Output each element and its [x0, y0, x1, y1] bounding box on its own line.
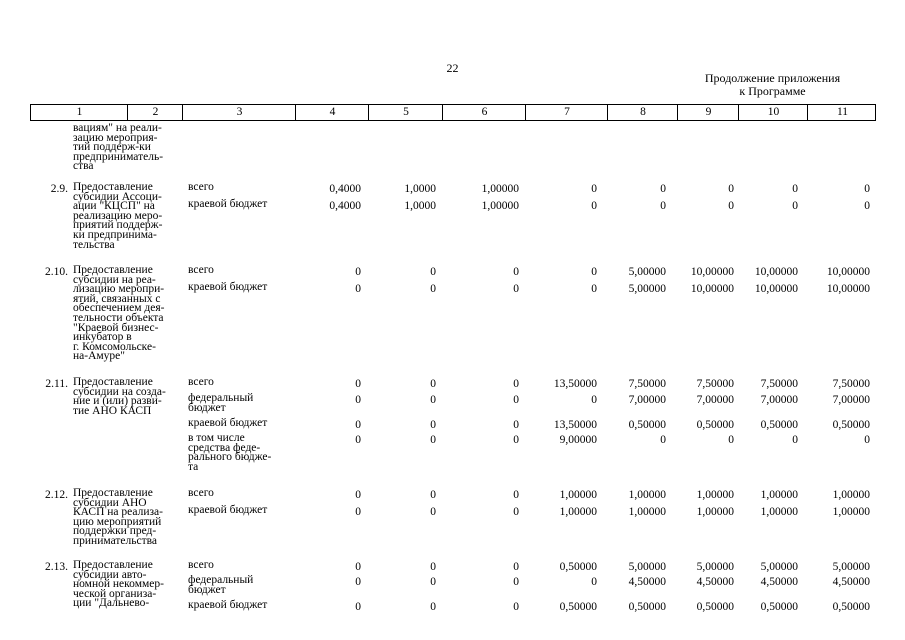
value-col-7: 0,50000 [559, 601, 597, 613]
description-line: субсидии АНО [73, 496, 147, 509]
value-col-11: 1,00000 [832, 506, 870, 518]
description-line: обеспечением дея- [73, 302, 165, 315]
value-col-6: 0 [513, 434, 519, 446]
value-col-10: 1,00000 [760, 489, 798, 501]
row-description [73, 124, 177, 172]
header-col-10: 10 [767, 106, 780, 118]
value-col-9: 0,50000 [696, 419, 734, 431]
value-col-10: 10,00000 [754, 283, 798, 295]
value-col-6: 1,00000 [481, 183, 519, 195]
value-col-6: 1,00000 [481, 200, 519, 212]
value-col-9: 0 [728, 200, 734, 212]
description-line: ятий, связанных с [73, 292, 161, 305]
value-col-4: 0 [355, 394, 361, 406]
value-col-7: 13,50000 [553, 378, 597, 390]
value-col-7: 1,00000 [559, 506, 597, 518]
header-col-9: 9 [705, 106, 712, 118]
header-col-3: 3 [236, 106, 243, 118]
header-col-7: 7 [564, 106, 570, 118]
value-col-4: 0 [355, 506, 361, 518]
description-line: г. Комсомольске- [73, 340, 156, 353]
value-col-8: 5,00000 [628, 266, 666, 278]
value-col-4: 0 [355, 283, 361, 295]
value-col-9: 1,00000 [696, 506, 734, 518]
value-col-5: 0 [430, 283, 436, 295]
funding-source-line: краевой бюджет [188, 417, 268, 429]
header-col-1: 1 [76, 106, 83, 118]
value-col-11: 0 [864, 200, 870, 212]
value-col-10: 4,50000 [760, 576, 798, 588]
value-col-7: 9,00000 [559, 434, 597, 446]
header-col-11: 11 [836, 106, 849, 118]
row-number: 2.10. [45, 266, 68, 278]
value-col-4: 0 [355, 434, 361, 446]
description-line: субсидии Ассоци- [73, 190, 162, 203]
row-description [73, 378, 177, 416]
value-col-10: 7,50000 [760, 378, 798, 390]
value-col-9: 7,50000 [696, 378, 734, 390]
description-line: тие АНО КАСП [73, 404, 152, 417]
row-description [73, 183, 177, 250]
value-col-9: 10,00000 [690, 283, 734, 295]
value-col-4: 0 [355, 561, 361, 573]
description-line: предприниматель- [73, 150, 164, 163]
description-line: тельства [73, 238, 115, 251]
value-col-5: 0 [430, 489, 436, 501]
header-divider [295, 105, 296, 120]
value-col-6: 0 [513, 489, 519, 501]
funding-source-line: всего [188, 559, 214, 571]
value-col-6: 0 [513, 266, 519, 278]
value-col-7: 0 [591, 200, 597, 212]
value-col-10: 5,00000 [760, 561, 798, 573]
value-col-10: 1,00000 [760, 506, 798, 518]
funding-source-line: краевой бюджет [188, 504, 268, 516]
value-col-7: 0 [591, 183, 597, 195]
continuation-line-2: к Программе [739, 84, 806, 98]
description-line: ства [73, 160, 94, 173]
value-col-8: 0 [660, 434, 666, 446]
description-line: зацию мероприя- [73, 131, 158, 144]
header-col-5: 5 [403, 106, 409, 118]
value-col-8: 4,50000 [628, 576, 666, 588]
description-line: поддержки пред- [73, 525, 157, 538]
description-line: ации "КЦСП" на [73, 200, 155, 213]
value-col-5: 0 [430, 561, 436, 573]
description-line: Предоставление [73, 376, 153, 388]
page-number: 22 [446, 61, 459, 75]
value-col-6: 0 [513, 378, 519, 390]
description-line: субсидии на реа- [73, 273, 156, 286]
value-col-9: 4,50000 [696, 576, 734, 588]
description-line: номной некоммер- [73, 578, 164, 591]
value-col-5: 0 [430, 506, 436, 518]
value-col-8: 7,50000 [628, 378, 666, 390]
value-col-6: 0 [513, 394, 519, 406]
header-divider [442, 105, 443, 120]
header-divider [127, 105, 128, 120]
value-col-4: 0 [355, 419, 361, 431]
value-col-10: 0 [792, 183, 798, 195]
description-line: Предоставление [73, 487, 153, 499]
continuation-line-1: Продолжение приложения [704, 71, 841, 85]
value-col-4: 0 [355, 378, 361, 390]
value-col-5: 1,0000 [404, 200, 436, 212]
description-line: принимательства [73, 534, 157, 547]
value-col-7: 13,50000 [553, 419, 597, 431]
value-col-6: 0 [513, 561, 519, 573]
description-line: субсидии авто- [73, 568, 147, 581]
funding-source-line: всего [188, 376, 214, 388]
description-line: реализацию меро- [73, 209, 163, 222]
header-divider [182, 105, 183, 120]
value-col-6: 0 [513, 601, 519, 613]
description-line: КАСП на реализа- [73, 506, 163, 519]
value-col-5: 0 [430, 394, 436, 406]
description-line: вациям" на реали- [73, 122, 162, 134]
description-line: инкубатор в [73, 331, 132, 344]
value-col-7: 0 [591, 266, 597, 278]
value-col-11: 5,00000 [832, 561, 870, 573]
value-col-7: 1,00000 [559, 489, 597, 501]
description-line: Предоставление [73, 264, 153, 276]
funding-source-line: краевой бюджет [188, 599, 268, 611]
value-col-4: 0 [355, 489, 361, 501]
value-col-11: 0 [864, 434, 870, 446]
value-col-8: 5,00000 [628, 283, 666, 295]
funding-source-line: всего [188, 181, 214, 193]
value-col-5: 0 [430, 419, 436, 431]
value-col-4: 0,4000 [329, 183, 361, 195]
funding-source-line: краевой бюджет [188, 198, 268, 210]
description-line: приятий поддерж- [73, 219, 163, 232]
header-divider [607, 105, 608, 120]
value-col-5: 1,0000 [404, 183, 436, 195]
value-col-7: 0 [591, 283, 597, 295]
value-col-6: 0 [513, 506, 519, 518]
description-line: ческой организа- [73, 587, 157, 600]
value-col-5: 0 [430, 601, 436, 613]
value-col-10: 0 [792, 434, 798, 446]
description-line: тий поддерж-ки [73, 141, 151, 154]
funding-source-line: в том числе [188, 432, 245, 444]
description-line: субсидии на созда- [73, 385, 166, 398]
value-col-11: 0 [864, 183, 870, 195]
value-col-5: 0 [430, 266, 436, 278]
value-col-6: 0 [513, 576, 519, 588]
value-col-10: 10,00000 [754, 266, 798, 278]
value-col-7: 0,50000 [559, 561, 597, 573]
description-line: "Краевой бизнес- [73, 321, 159, 334]
header-divider [807, 105, 808, 120]
value-col-11: 7,00000 [832, 394, 870, 406]
value-col-9: 1,00000 [696, 489, 734, 501]
value-col-7: 0 [591, 576, 597, 588]
value-col-4: 0,4000 [329, 200, 361, 212]
description-line: ние и (или) разви- [73, 395, 162, 408]
value-col-4: 0 [355, 266, 361, 278]
row-description [73, 489, 177, 547]
funding-source-line: федеральный [188, 574, 254, 586]
value-col-11: 10,00000 [826, 266, 870, 278]
funding-source-line: федеральный [188, 392, 254, 404]
header-col-8: 8 [640, 106, 646, 118]
header-divider [738, 105, 739, 120]
value-col-11: 4,50000 [832, 576, 870, 588]
funding-source-line: та [188, 460, 199, 473]
header-divider [677, 105, 678, 120]
value-col-11: 7,50000 [832, 378, 870, 390]
value-col-7: 0 [591, 394, 597, 406]
value-col-11: 0,50000 [832, 601, 870, 613]
value-col-8: 0 [660, 183, 666, 195]
description-line: лизацию меропри- [73, 283, 165, 296]
value-col-11: 0,50000 [832, 419, 870, 431]
value-col-8: 0,50000 [628, 419, 666, 431]
value-col-11: 1,00000 [832, 489, 870, 501]
value-col-9: 0 [728, 434, 734, 446]
value-col-4: 0 [355, 601, 361, 613]
funding-source-line: бюджет [188, 401, 226, 414]
value-col-10: 0,50000 [760, 419, 798, 431]
value-col-10: 0,50000 [760, 601, 798, 613]
row-number: 2.13. [45, 561, 68, 573]
description-line: на-Амуре" [73, 350, 125, 363]
row-number: 2.11. [45, 378, 68, 390]
value-col-9: 0,50000 [696, 601, 734, 613]
value-col-4: 0 [355, 576, 361, 588]
funding-source-line: всего [188, 487, 214, 499]
description-line: Предоставление [73, 181, 153, 193]
value-col-9: 5,00000 [696, 561, 734, 573]
funding-source-line: краевой бюджет [188, 281, 268, 293]
value-col-10: 7,00000 [760, 394, 798, 406]
row-description [73, 561, 177, 609]
value-col-8: 1,00000 [628, 489, 666, 501]
value-col-10: 0 [792, 200, 798, 212]
row-number: 2.9. [50, 183, 68, 195]
row-number: 2.12. [45, 489, 68, 501]
header-divider [525, 105, 526, 120]
description-line: ции "Дальнево- [73, 597, 150, 610]
row-description [73, 266, 177, 362]
value-col-8: 5,00000 [628, 561, 666, 573]
value-col-9: 7,00000 [696, 394, 734, 406]
description-line: цию мероприятий [73, 515, 162, 528]
header-col-6: 6 [481, 106, 488, 118]
description-line: Предоставление [73, 559, 153, 571]
value-col-6: 0 [513, 283, 519, 295]
value-col-8: 0,50000 [628, 601, 666, 613]
value-col-8: 0 [660, 200, 666, 212]
funding-source-line: бюджет [188, 583, 226, 596]
value-col-9: 0 [728, 183, 734, 195]
value-col-5: 0 [430, 576, 436, 588]
value-col-11: 10,00000 [826, 283, 870, 295]
value-col-8: 7,00000 [628, 394, 666, 406]
value-col-6: 0 [513, 419, 519, 431]
table-header [30, 104, 876, 121]
description-line: ки предпринима- [73, 228, 157, 241]
value-col-5: 0 [430, 434, 436, 446]
continuation-note [680, 72, 865, 98]
header-col-2: 2 [152, 106, 159, 118]
header-col-4: 4 [329, 106, 336, 118]
value-col-5: 0 [430, 378, 436, 390]
value-col-8: 1,00000 [628, 506, 666, 518]
value-col-9: 10,00000 [690, 266, 734, 278]
header-divider [368, 105, 369, 120]
funding-source-line: средства феде- [188, 441, 261, 454]
funding-source-line: рального бюдже- [188, 451, 272, 464]
description-line: тельности объекта [73, 311, 164, 324]
funding-source-line: всего [188, 264, 214, 276]
